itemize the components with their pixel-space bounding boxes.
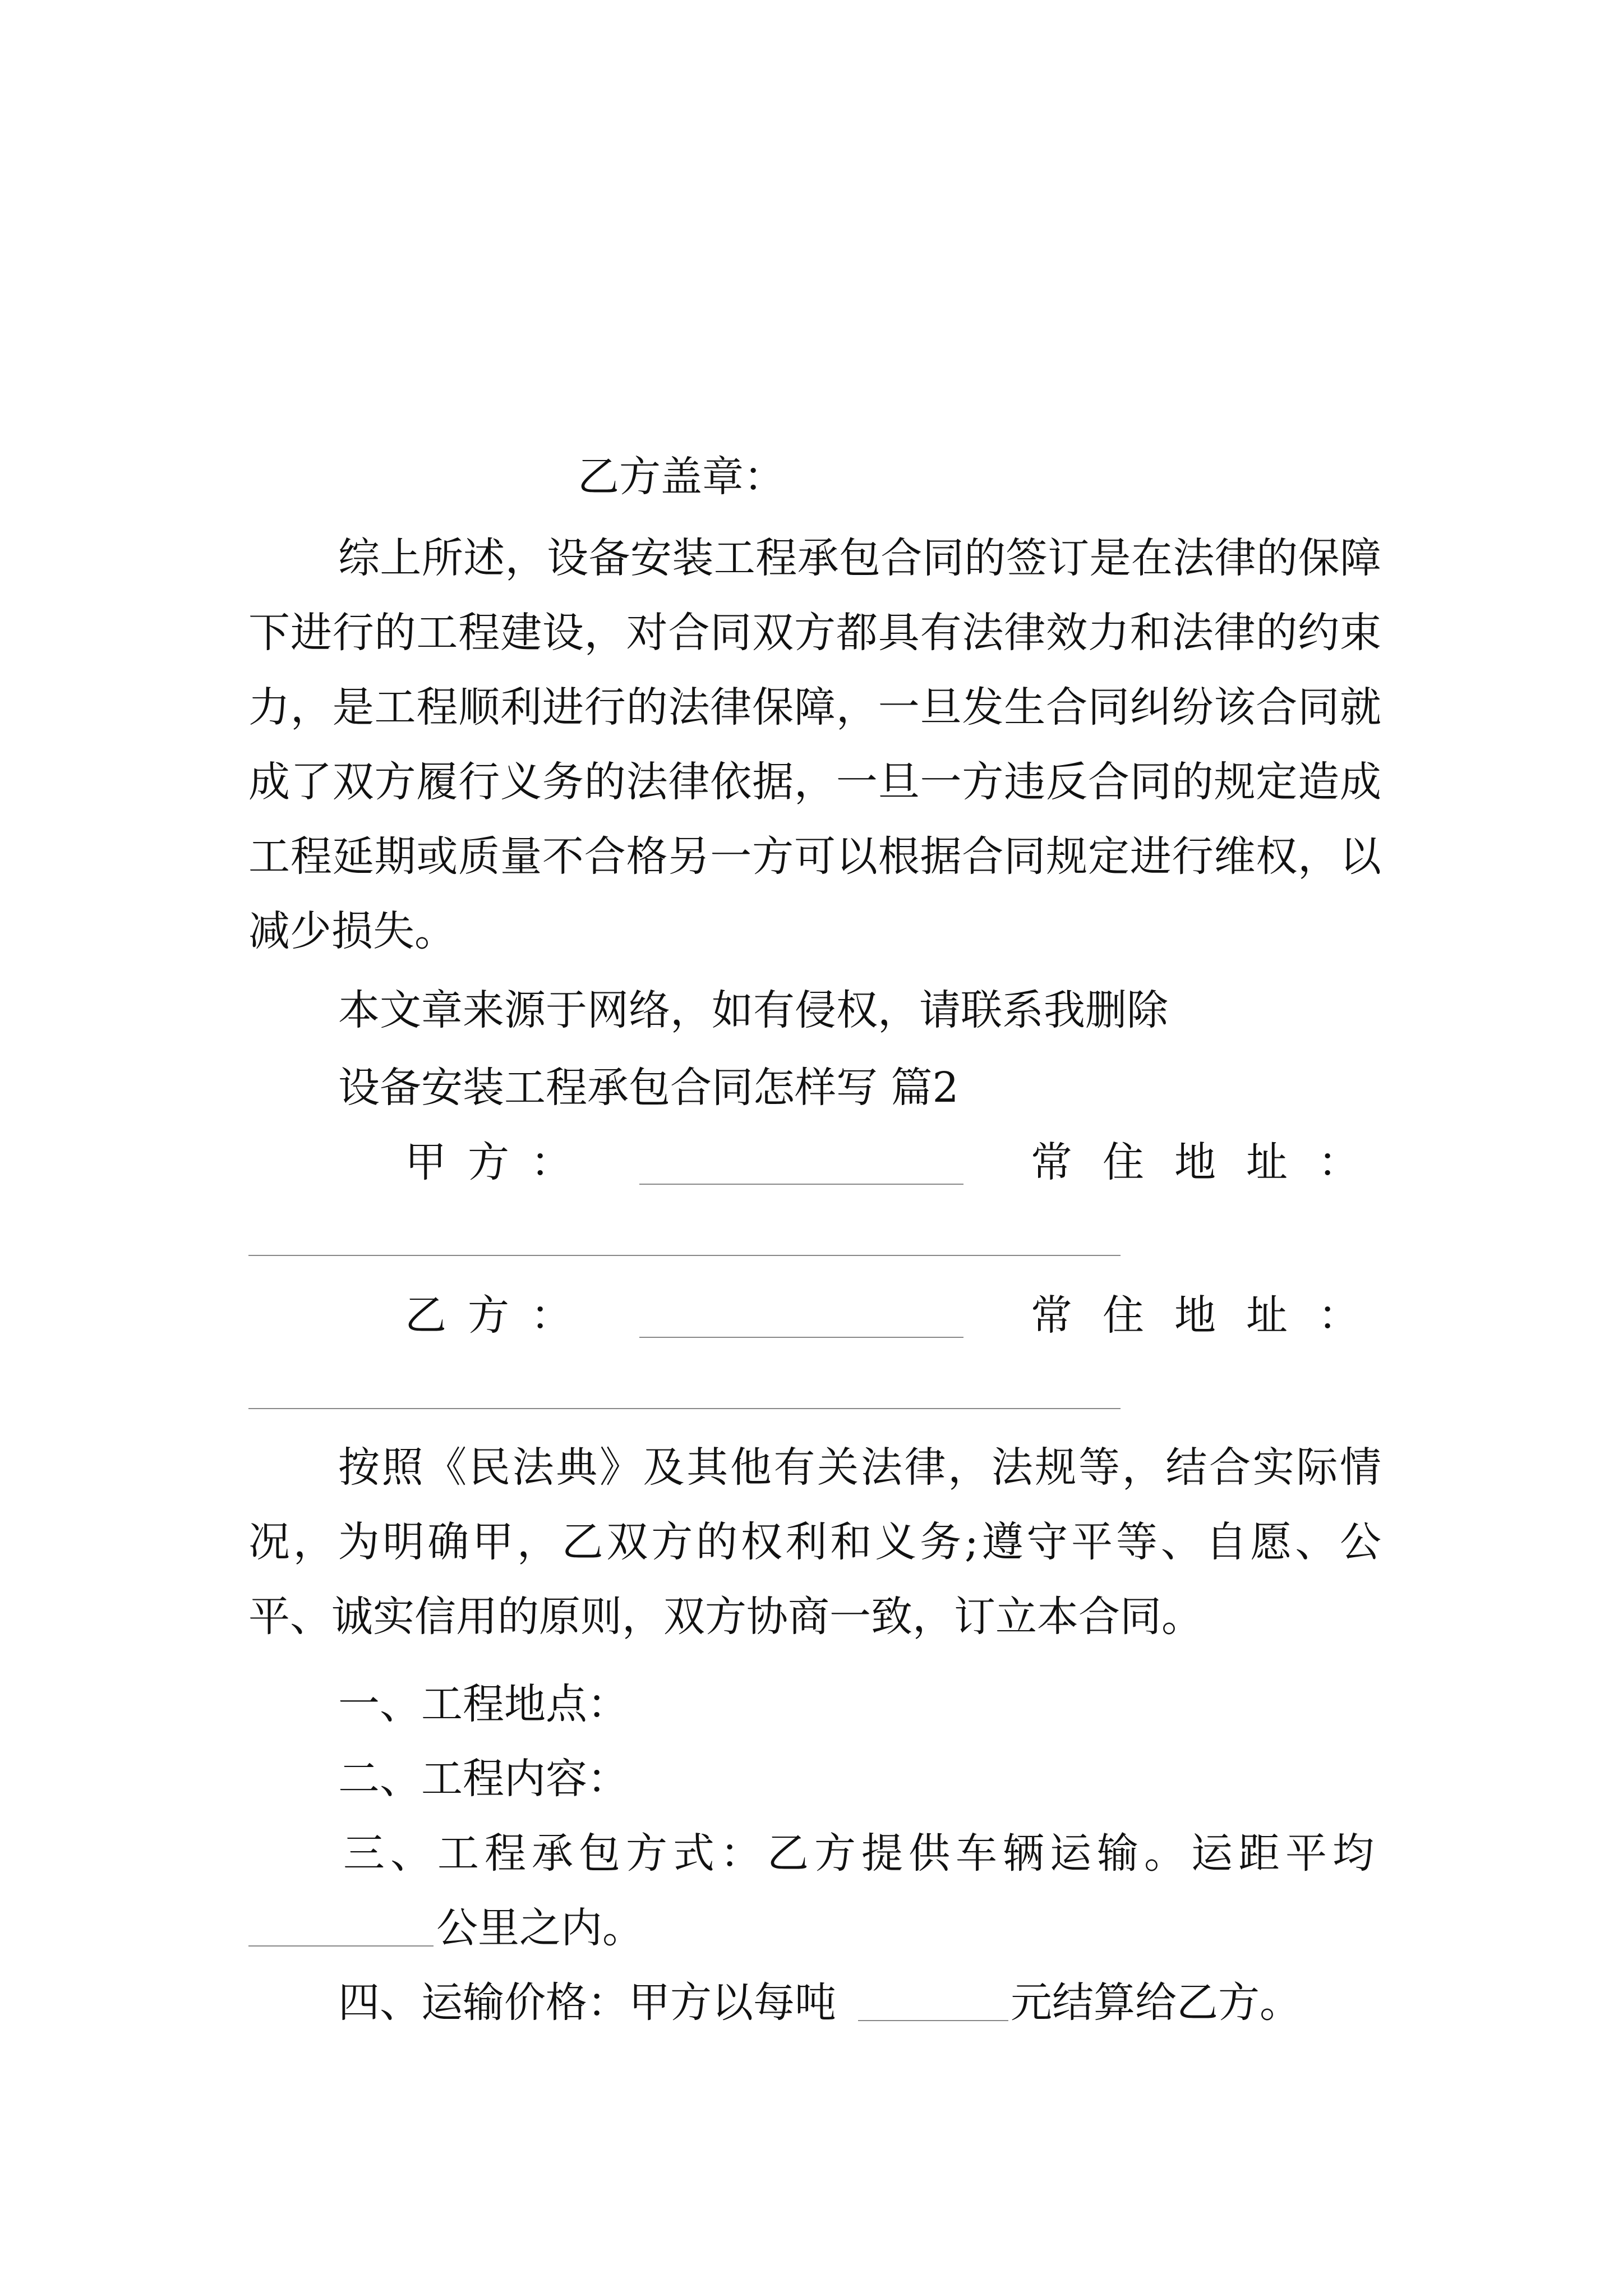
conclusion-paragraph: 综上所述，设备安装工程承包合同的签订是在法律的保障下进行的工程建设，对合同双方都具有法律效力和法律的约束力，是工程顺利进行的法律保障，一旦发生合同纠纷该合同就成了双方履行义务的法律依据，一旦一方违反合同的规定造成工程延期或质量不合格另一方可以根据合同规定进行维权，以减少损失。 <box>248 534 1381 955</box>
party-b-name-blank[interactable] <box>639 1337 963 1338</box>
clause-location: 一、工程地点： <box>338 1680 629 1728</box>
party-b-address-label: 常住地址： <box>1031 1291 1390 1340</box>
distance-blank[interactable] <box>248 1945 434 1947</box>
party-b-label: 乙方： <box>405 1291 593 1340</box>
source-note: 本文章来源于网络，如有侵权，请联系我删除 <box>338 986 1168 1034</box>
preamble-paragraph: 按照《民法典》及其他有关法律，法规等，结合实际情况，为明确甲，乙双方的权利和义务;遵守平等、自愿、公平、诚实信用的原则，双方协商一致，订立本合同。 <box>248 1443 1381 1641</box>
party-b-address-blank[interactable] <box>248 1408 1121 1409</box>
price-blank[interactable] <box>858 2020 1008 2021</box>
clause-price-head: 四、运输价格：甲方以每吨 <box>338 1978 836 2027</box>
clause-contract-method-tail: 公里之内。 <box>436 1904 644 1952</box>
party-a-label: 甲方： <box>405 1138 593 1186</box>
clause-price-tail: 元结算给乙方。 <box>1011 1978 1301 2027</box>
clause-contract-method: 三、工程承包方式：乙方提供车辆运输。运距平均 <box>343 1829 1380 1878</box>
party-a-address-blank[interactable] <box>248 1255 1121 1256</box>
party-a-address-label: 常住地址： <box>1031 1138 1390 1186</box>
clause-content: 二、工程内容： <box>338 1755 629 1803</box>
party-a-name-blank[interactable] <box>639 1184 963 1185</box>
seal-line: 乙方盖章： <box>578 453 785 501</box>
section-title: 设备安装工程承包合同怎样写 篇2 <box>338 1064 959 1112</box>
